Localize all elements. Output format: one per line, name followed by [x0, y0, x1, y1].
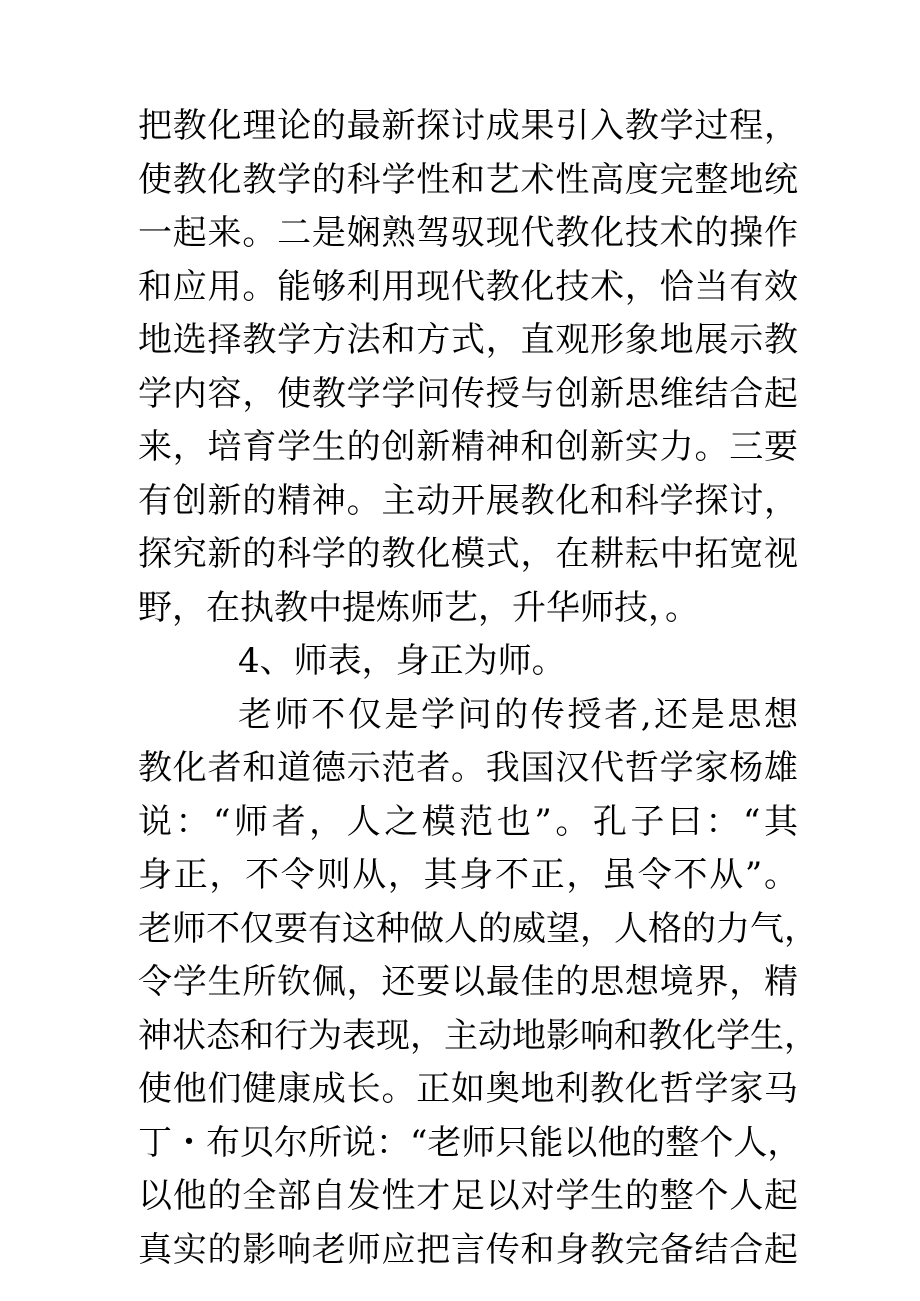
- text-line: 身正，不令则从，其身不正，虽令不从”。: [138, 855, 798, 895]
- text-line: 使教化教学的科学性和艺术性高度完整地统: [138, 159, 798, 200]
- text-line: 真实的影响老师应把言传和身教完备结合起: [138, 1229, 798, 1270]
- body-text: [138, 100, 818, 1277]
- text-line: 地选择教学方法和方式，直观形象地展示教: [138, 320, 798, 360]
- paragraph-end-line: 野，在执教中提炼师艺，升华师技，。: [138, 587, 699, 628]
- text-line: 来，培育学生的创新精神和创新实力。三要: [138, 427, 798, 467]
- text-line: 以他的全部自发性才足以对学生的整个人起: [138, 1176, 798, 1216]
- text-line: 老师不仅要有这种做人的威望，人格的力气，: [138, 908, 818, 949]
- text-line: 把教化理论的最新探讨成果引入教学过程，: [138, 106, 798, 146]
- text-line: 一起来。二是娴熟驾驭现代教化技术的操作: [138, 213, 798, 253]
- section-heading: 4、师表，身正为师。: [238, 641, 566, 681]
- text-line: 探究新的科学的教化模式，在耕耘中拓宽视: [138, 534, 798, 574]
- text-line: 丁・布贝尔所说：“老师只能以他的整个人，: [138, 1122, 802, 1163]
- text-line: 说：“师者，人之模范也”。孔子曰：“其: [138, 801, 798, 842]
- text-line: 教化者和道德示范者。我国汉代哲学家杨雄: [138, 748, 798, 788]
- text-line: 神状态和行为表现，主动地影响和教化学生，: [138, 1015, 818, 1056]
- text-line: 使他们健康成长。正如奥地利教化哲学家马: [138, 1069, 798, 1109]
- paragraph-first-line: 老师不仅是学问的传授者,还是思想: [238, 694, 798, 735]
- text-line: 令学生所钦佩，还要以最佳的思想境界，精: [138, 962, 798, 1002]
- text-line: 学内容，使教学学问传授与创新思维结合起: [138, 373, 798, 414]
- text-line: 有创新的精神。主动开展教化和科学探讨，: [138, 480, 798, 521]
- text-line: 和应用。能够利用现代教化技术，恰当有效: [138, 266, 798, 307]
